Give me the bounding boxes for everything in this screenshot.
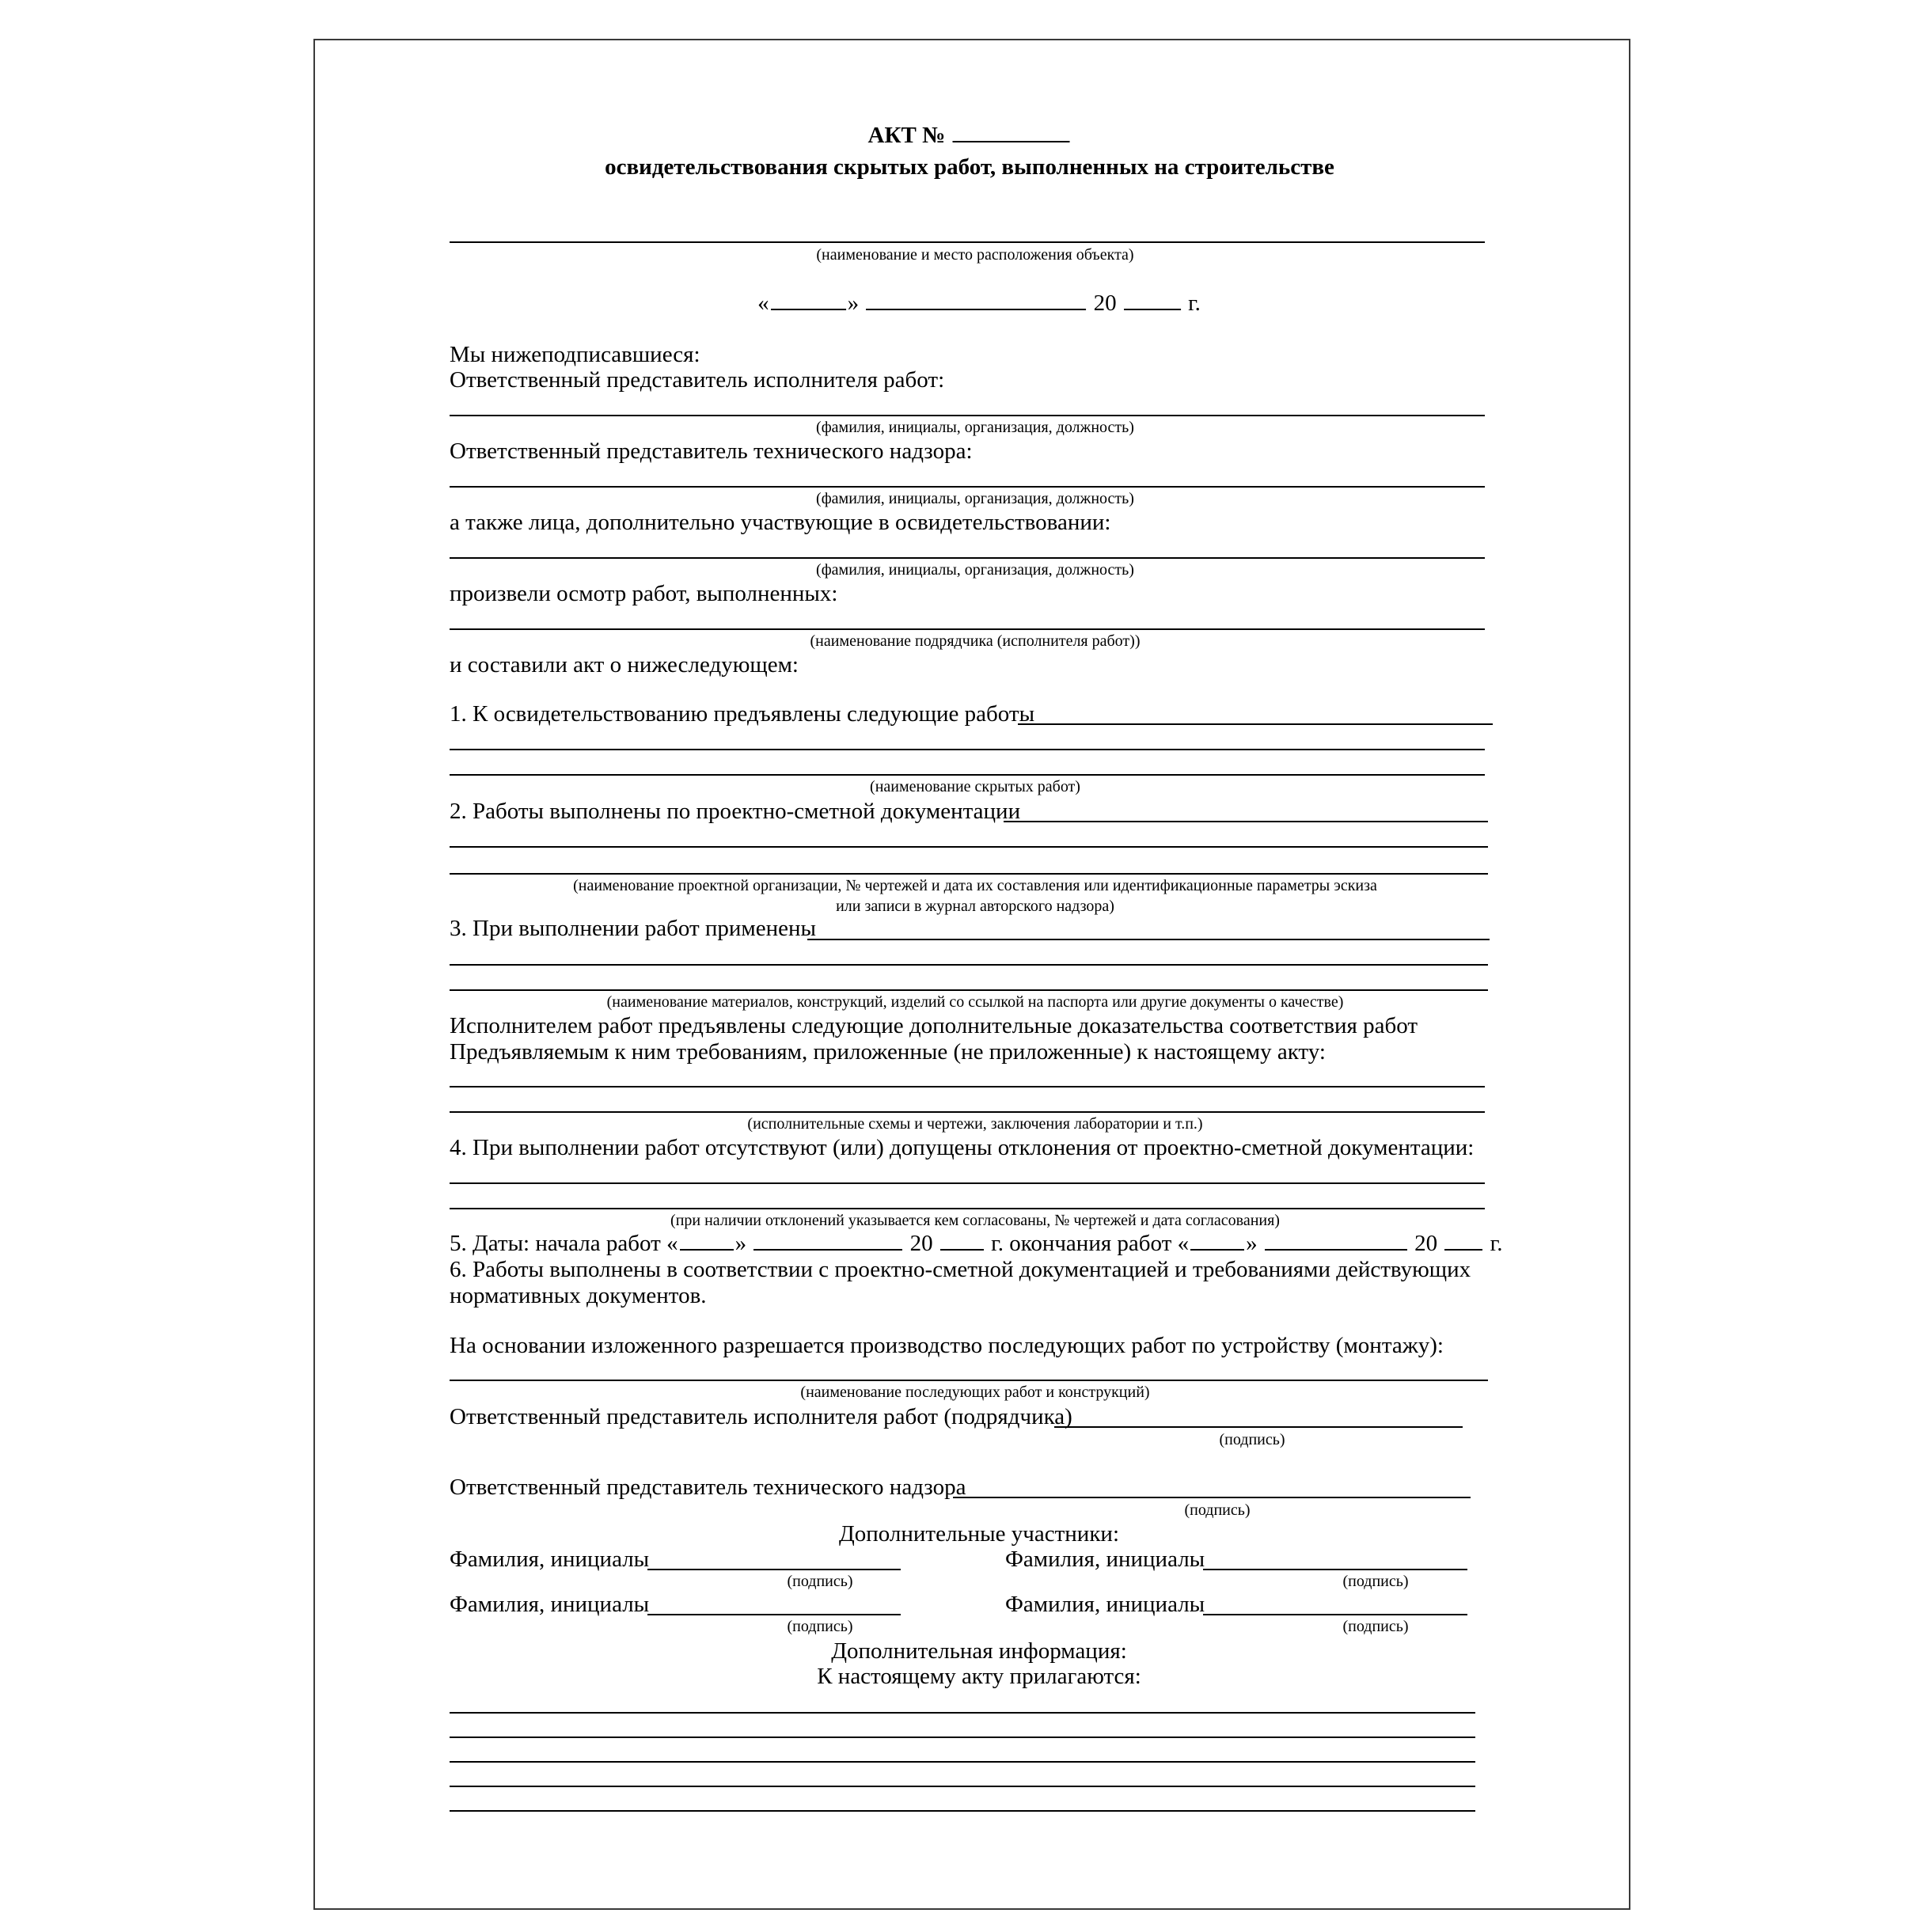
section-1-field-3[interactable] <box>450 774 1485 776</box>
section-2-field-3[interactable] <box>450 873 1488 875</box>
contractor-signature-caption: (подпись) <box>1219 1431 1285 1448</box>
act-number-field[interactable] <box>952 140 1069 142</box>
section-4-field-1[interactable] <box>450 1182 1485 1184</box>
supervision-signature-field[interactable] <box>953 1497 1471 1498</box>
end-month-field[interactable] <box>1265 1248 1407 1251</box>
start-open-quote: « <box>666 1231 678 1256</box>
section-3-field-3[interactable] <box>450 989 1488 991</box>
attachment-line-1[interactable] <box>450 1712 1475 1714</box>
date-year-field[interactable] <box>1124 308 1181 310</box>
inspected-label: произвели осмотр работ, выполненных: <box>450 581 838 606</box>
start-date-label: 5. Даты: начала работ <box>450 1231 661 1256</box>
participant-3-field[interactable] <box>647 1614 901 1615</box>
participant-4-caption: (подпись) <box>1342 1618 1409 1635</box>
participant-4-label: Фамилия, инициалы <box>1005 1592 1205 1617</box>
contractor-rep-caption: (фамилия, инициалы, организация, должность) <box>816 419 1134 436</box>
date-open-quote: « <box>757 290 769 316</box>
contractor-signature-label: Ответственный представитель исполнителя работ (подрядчика) <box>450 1404 1072 1429</box>
section-4-caption: (при наличии отклонений указывается кем согласованы, № чертежей и дата согласования) <box>670 1212 1280 1229</box>
supervision-rep-field[interactable] <box>450 486 1485 488</box>
participant-1-label: Фамилия, инициалы <box>450 1547 650 1572</box>
end-close-quote: » <box>1246 1231 1258 1256</box>
date-day-field[interactable] <box>771 308 846 310</box>
section-3-label: 3. При выполнении работ применены <box>450 916 817 941</box>
date-year-suffix: г. <box>1188 290 1201 316</box>
section-6-line-2: нормативных документов. <box>450 1283 707 1308</box>
evidence-field-2[interactable] <box>450 1111 1485 1113</box>
act-title-label: АКТ № <box>867 123 946 148</box>
participant-3-caption: (подпись) <box>787 1618 853 1635</box>
permission-caption: (наименование последующих работ и конструкций) <box>800 1384 1150 1401</box>
end-date-label: г. окончания работ <box>991 1231 1172 1256</box>
evidence-line-2: Предъявляемым к ним требованиям, приложенные (не приложенные) к настоящему акту: <box>450 1039 1326 1065</box>
section-2-field-2[interactable] <box>450 846 1488 848</box>
participant-1-field[interactable] <box>647 1569 901 1570</box>
date-year-prefix: 20 <box>1093 290 1117 316</box>
participant-2-field[interactable] <box>1203 1569 1467 1570</box>
section-2-caption-b: или записи в журнал авторского надзора) <box>836 898 1114 915</box>
contractor-name-caption: (наименование подрядчика (исполнителя работ)) <box>810 632 1141 650</box>
supervision-rep-label: Ответственный представитель технического надзора: <box>450 438 973 464</box>
section-3-field-1[interactable] <box>807 939 1490 940</box>
permission-field[interactable] <box>450 1380 1488 1381</box>
section-2-caption-a: (наименование проектной организации, № чертежей и дата их составления или идентификационные параметры эскиза <box>573 877 1377 894</box>
evidence-field-1[interactable] <box>450 1086 1485 1087</box>
supervision-signature-caption: (подпись) <box>1184 1501 1251 1519</box>
contractor-name-field[interactable] <box>450 628 1485 630</box>
participant-2-label: Фамилия, инициалы <box>1005 1547 1205 1572</box>
participant-3-label: Фамилия, инициалы <box>450 1592 650 1617</box>
also-persons-caption: (фамилия, инициалы, организация, должность) <box>816 561 1134 579</box>
additional-participants-heading: Дополнительные участники: <box>838 1521 1120 1547</box>
end-year-field[interactable] <box>1444 1248 1482 1251</box>
date-month-field[interactable] <box>866 308 1086 310</box>
supervision-rep-caption: (фамилия, инициалы, организация, должность) <box>816 490 1134 507</box>
evidence-line-1: Исполнителем работ предъявлены следующие дополнительные доказательства соответствия работ <box>450 1013 1418 1038</box>
section-5-dates <box>450 1232 1502 1255</box>
also-persons-field[interactable] <box>450 557 1485 559</box>
additional-info-heading: Дополнительная информация: <box>831 1638 1127 1664</box>
attachment-line-2[interactable] <box>450 1737 1475 1738</box>
participant-2-caption: (подпись) <box>1342 1573 1409 1590</box>
contractor-signature-field[interactable] <box>1054 1426 1463 1428</box>
attachment-line-5[interactable] <box>450 1810 1475 1812</box>
end-year-suffix: г. <box>1490 1231 1503 1256</box>
contractor-rep-field[interactable] <box>450 415 1485 416</box>
attachment-line-3[interactable] <box>450 1761 1475 1763</box>
end-day-field[interactable] <box>1190 1248 1244 1251</box>
end-year-prefix: 20 <box>1414 1231 1438 1256</box>
start-month-field[interactable] <box>753 1248 902 1251</box>
start-year-prefix: 20 <box>909 1231 933 1256</box>
act-subtitle: освидетельствования скрытых работ, выполненных на строительстве <box>605 154 1334 180</box>
also-persons-label: а также лица, дополнительно участвующие в освидетельствовании: <box>450 510 1111 535</box>
section-1-label: 1. К освидетельствованию предъявлены следующие работы <box>450 701 1035 727</box>
attachment-line-4[interactable] <box>450 1786 1475 1787</box>
supervision-signature-label: Ответственный представитель технического надзора <box>450 1475 966 1500</box>
compiled-label: и составили акт о нижеследующем: <box>450 652 799 678</box>
date-close-quote: » <box>847 290 860 316</box>
start-close-quote: » <box>734 1231 747 1256</box>
section-4-field-2[interactable] <box>450 1208 1485 1209</box>
evidence-caption: (исполнительные схемы и чертежи, заключения лаборатории и т.п.) <box>747 1115 1203 1133</box>
attachments-heading: К настоящему акту прилагаются: <box>817 1664 1141 1689</box>
participant-4-field[interactable] <box>1203 1614 1467 1615</box>
section-6-line-1: 6. Работы выполнены в соответствии с проектно-сметной документацией и требованиями действующих <box>450 1257 1471 1282</box>
act-number-title <box>868 124 1072 147</box>
section-4-label: 4. При выполнении работ отсутствуют (или) допущены отклонения от проектно-сметной документации: <box>450 1135 1475 1160</box>
section-2-field-1[interactable] <box>1004 821 1488 822</box>
act-date <box>757 292 1201 315</box>
permission-label: На основании изложенного разрешается производство последующих работ по устройству (монтажу): <box>450 1333 1444 1358</box>
section-3-caption: (наименование материалов, конструкций, изделий со ссылкой на паспорта или другие документы о качестве) <box>606 993 1344 1011</box>
section-1-field-2[interactable] <box>450 749 1485 750</box>
contractor-rep-label: Ответственный представитель исполнителя работ: <box>450 367 945 393</box>
start-year-field[interactable] <box>940 1248 984 1251</box>
section-1-field-1[interactable] <box>1018 723 1493 725</box>
end-open-quote: « <box>1177 1231 1190 1256</box>
object-caption: (наименование и место расположения объекта) <box>816 246 1134 264</box>
object-name-field[interactable] <box>450 241 1485 243</box>
section-3-field-2[interactable] <box>450 964 1488 966</box>
participant-1-caption: (подпись) <box>787 1573 853 1590</box>
start-day-field[interactable] <box>680 1248 734 1251</box>
section-1-caption: (наименование скрытых работ) <box>870 778 1080 795</box>
we-undersigned: Мы нижеподписавшиеся: <box>450 342 700 367</box>
document-sheet <box>313 39 1630 1910</box>
section-2-label: 2. Работы выполнены по проектно-сметной документации <box>450 799 1021 824</box>
